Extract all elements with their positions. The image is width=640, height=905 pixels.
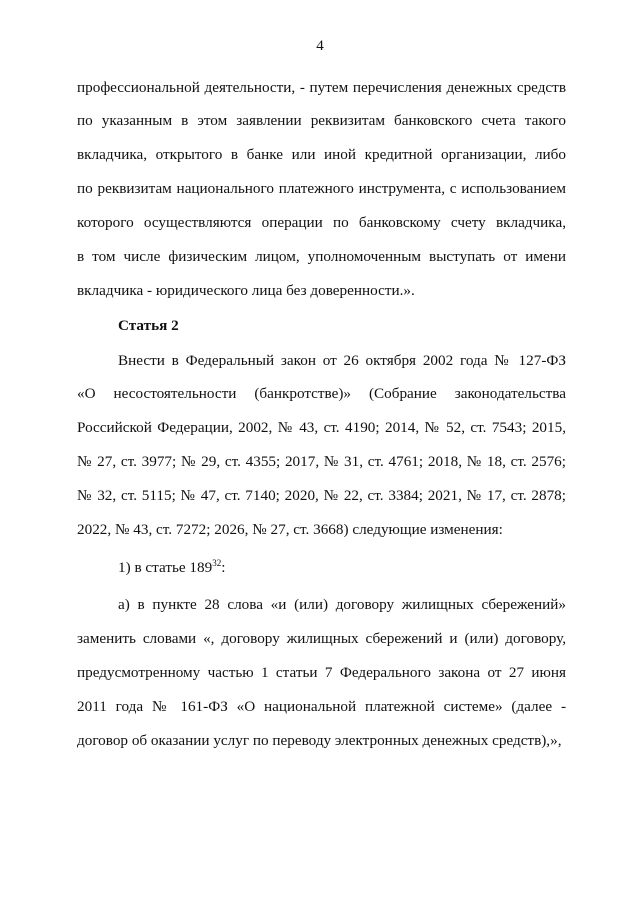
paragraph-line: по реквизитам национального платежного инструмента, с использованием xyxy=(77,180,566,197)
paragraph-line: № 32, ст. 5115; № 47, ст. 7140; 2020, № 22, ст. 3384; 2021, № 17, ст. 2878; xyxy=(77,487,566,504)
list-item-suffix: : xyxy=(221,559,226,576)
paragraph-line: № 27, ст. 3977; № 29, ст. 4355; 2017, № 31, ст. 4761; 2018, № 18, ст. 2576; xyxy=(77,453,566,470)
paragraph-line: вкладчика, открытого в банке или иной кредитной организации, либо xyxy=(77,146,566,163)
paragraph-line: которого осуществляются операции по банковскому счету вкладчика, xyxy=(77,214,566,231)
paragraph-line: «О несостоятельности (банкротстве)» (Собрание законодательства xyxy=(77,385,566,402)
paragraph-line: вкладчика - юридического лица без доверенности.». xyxy=(77,282,415,299)
list-item-text: 1) в статье 189 xyxy=(118,559,213,576)
page-number: 4 xyxy=(316,38,324,54)
paragraph-line: профессиональной деятельности, - путем перечисления денежных средств xyxy=(77,79,566,96)
paragraph-line: а) в пункте 28 слова «и (или) договору жилищных сбережений» xyxy=(118,596,566,613)
article-heading: Статья 2 xyxy=(118,317,179,334)
paragraph-line: заменить словами «, договору жилищных сбережений и (или) договору, xyxy=(77,630,566,647)
paragraph-line: 2022, № 43, ст. 7272; 2026, № 27, ст. 3668) следующие изменения: xyxy=(77,521,503,538)
list-item-heading xyxy=(118,559,566,577)
paragraph-line: Внести в Федеральный закон от 26 октября 2002 года № 127-ФЗ xyxy=(118,352,566,369)
superscript: 32 xyxy=(212,558,222,568)
paragraph-line: по указанным в этом заявлении реквизитам банковского счета такого xyxy=(77,112,566,129)
paragraph-line: предусмотренному частью 1 статьи 7 Федерального закона от 27 июня xyxy=(77,664,566,681)
paragraph-line: Российской Федерации, 2002, № 43, ст. 4190; 2014, № 52, ст. 7543; 2015, xyxy=(77,419,566,436)
paragraph-line: в том числе физическим лицом, уполномоченным выступать от имени xyxy=(77,248,566,265)
paragraph-line: 2011 года № 161-ФЗ «О национальной платежной системе» (далее - xyxy=(77,698,566,715)
paragraph-line: договор об оказании услуг по переводу электронных денежных средств),», xyxy=(77,732,562,749)
